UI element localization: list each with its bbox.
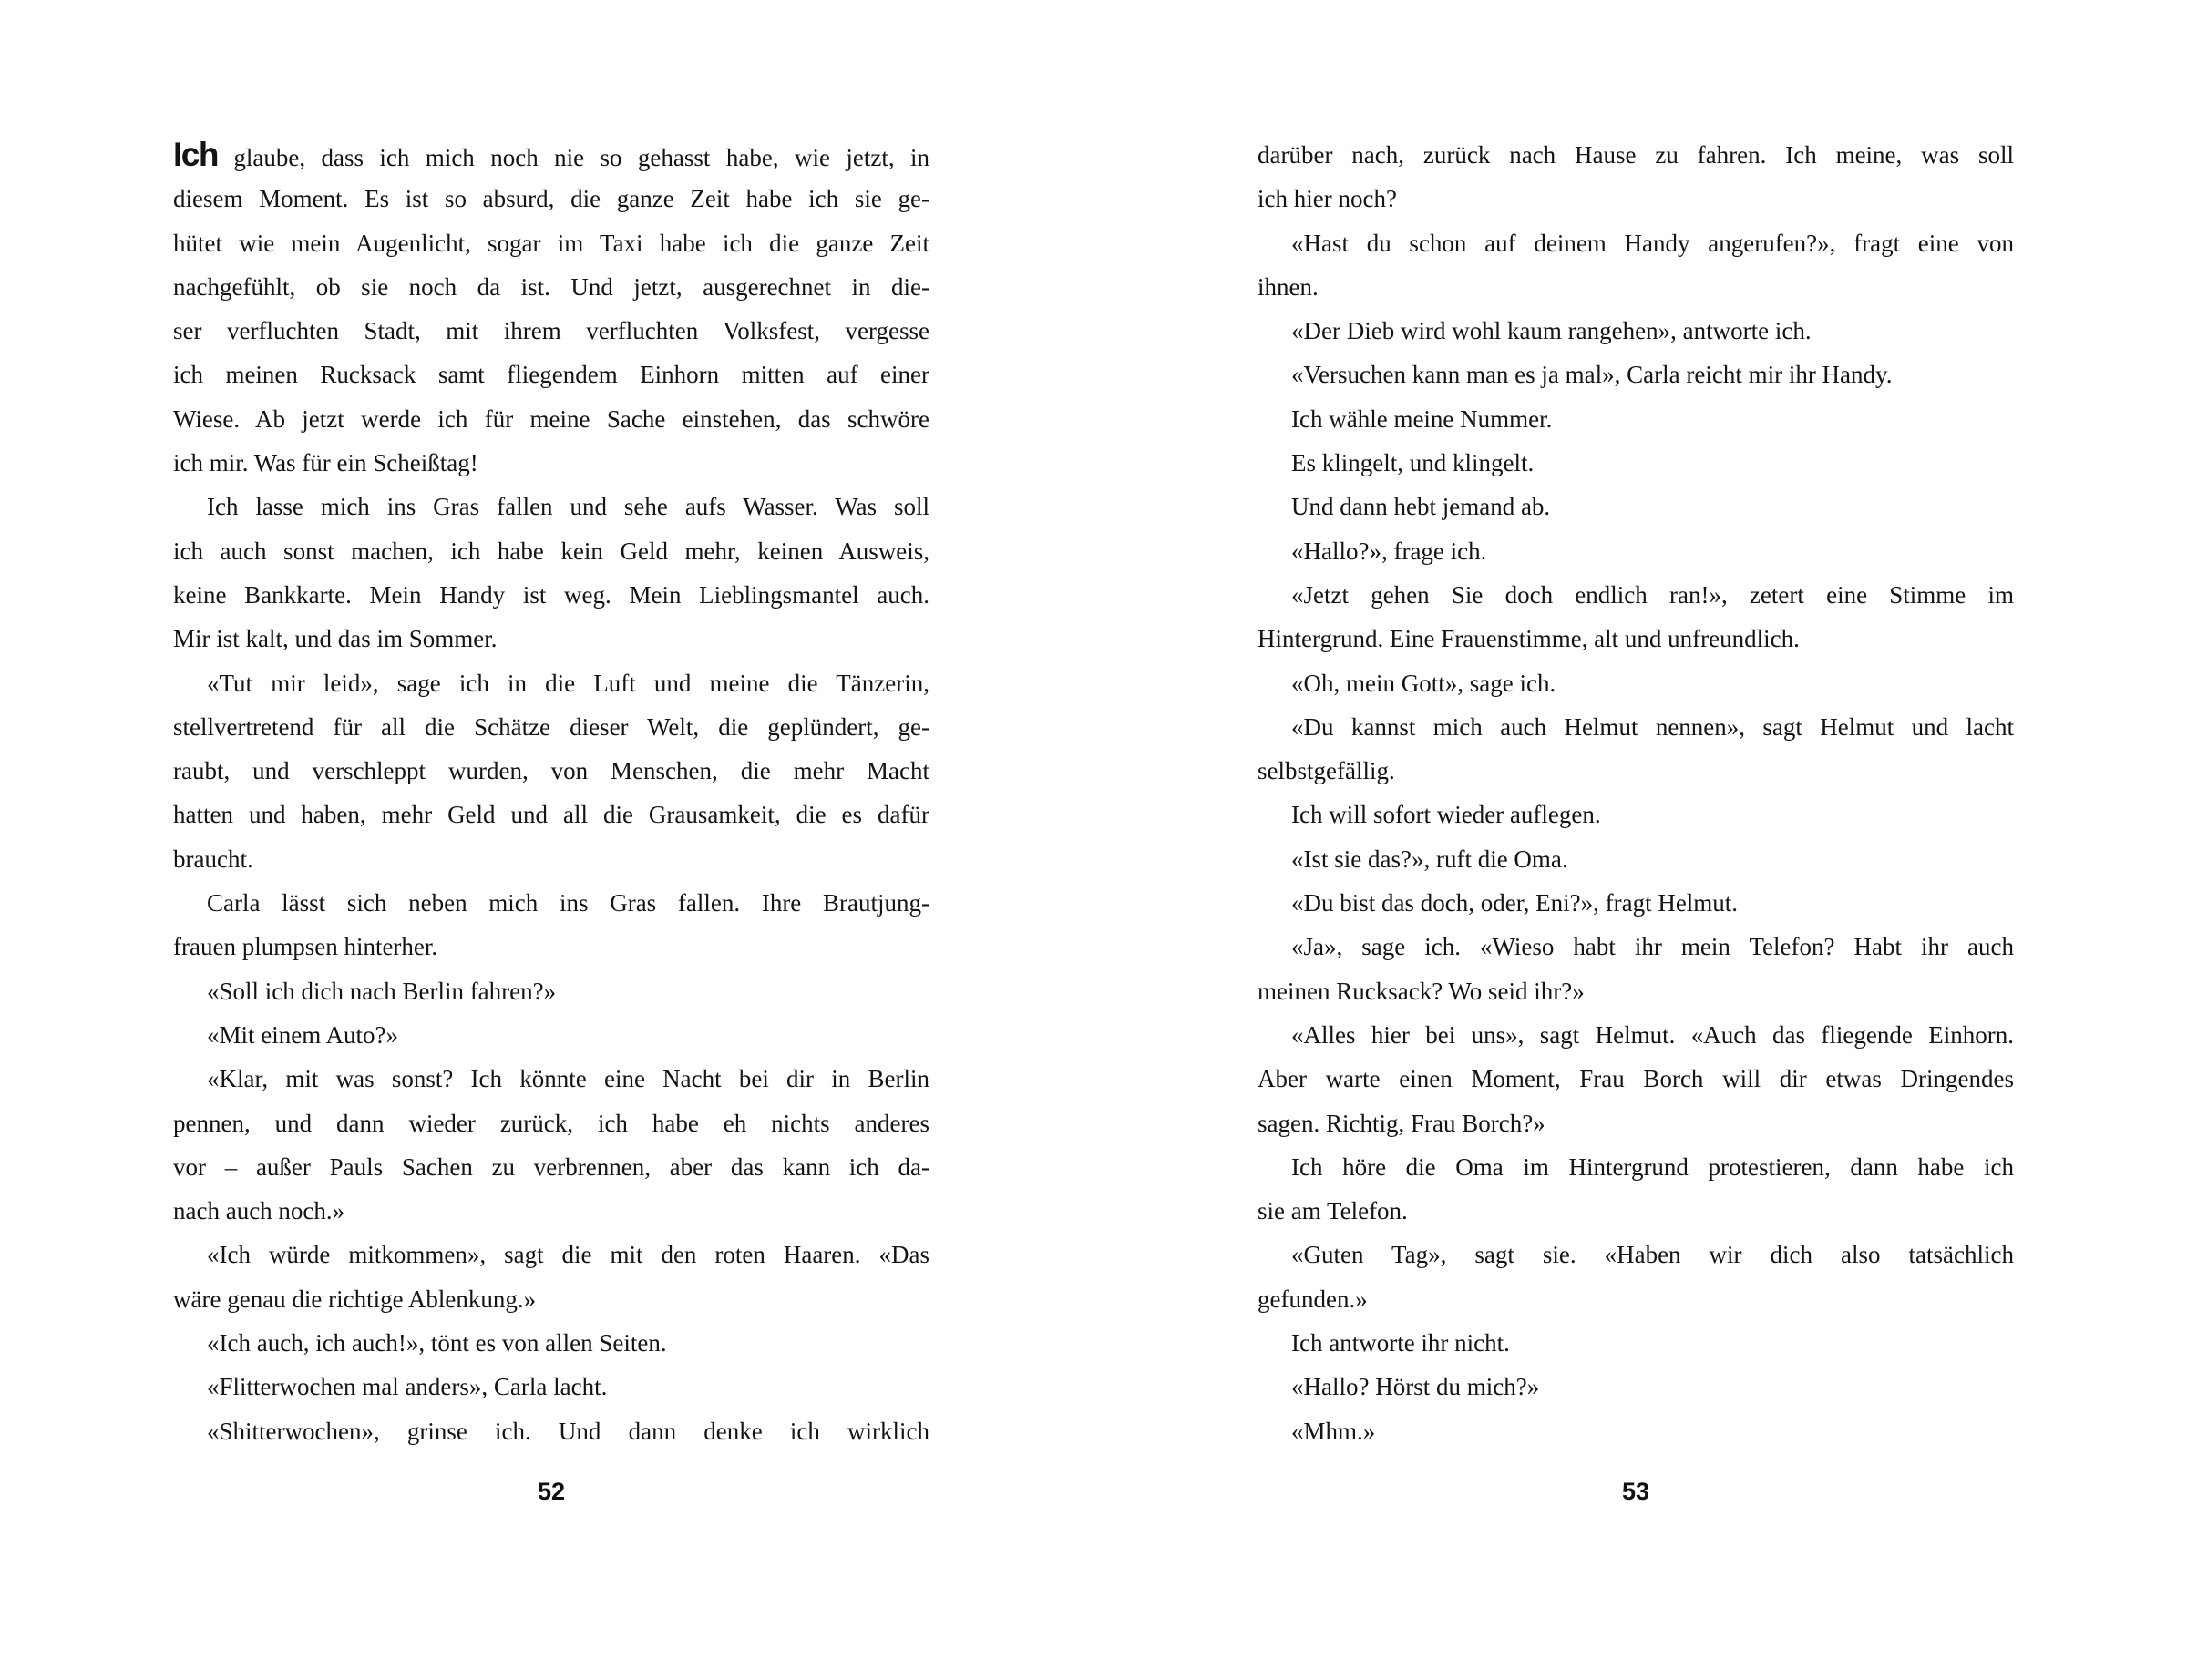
text-line: «Ich würde mitkommen», sagt die mit den roten Haaren. «Das: [207, 1241, 929, 1269]
page-number-right: 53: [1621, 1478, 1650, 1505]
text-line: Ich will sofort wieder auflegen.: [1291, 801, 1601, 829]
text-line: «Mhm.»: [1291, 1417, 1376, 1445]
text-line: ihnen.: [1258, 272, 1319, 301]
text-line: «Der Dieb wird wohl kaum rangehen», antworte ich.: [1291, 317, 1812, 345]
text-line: «Flitterwochen mal anders», Carla lacht.: [207, 1373, 608, 1401]
text-line: «Mit einem Auto?»: [207, 1020, 398, 1049]
text-line: «Jetzt gehen Sie doch endlich ran!», zetert eine Stimme im: [1291, 580, 2014, 609]
text-line: Aber warte einen Moment, Frau Borch will dir etwas Dringendes: [1258, 1065, 2014, 1093]
text-line: hatten und haben, mehr Geld und all die Grausamkeit, die es dafür: [173, 801, 929, 829]
text-line: Carla lässt sich neben mich ins Gras fallen. Ihre Brautjung-: [207, 889, 929, 917]
text-line: ich mir. Was für ein Scheißtag!: [173, 449, 478, 477]
text-line: sagen. Richtig, Frau Borch?»: [1258, 1109, 1545, 1137]
page-52-text-column: [173, 133, 929, 1453]
chapter-lead-word: Ich: [173, 136, 218, 173]
text-line: stellvertretend für all die Schätze dieser Welt, die geplündert, ge-: [173, 712, 929, 741]
text-line: ich meinen Rucksack samt fliegendem Einhorn mitten auf einer: [173, 361, 929, 389]
text-line: «Hallo? Hörst du mich?»: [1291, 1373, 1540, 1401]
text-line: «Du kannst mich auch Helmut nennen», sagt Helmut und lacht: [1291, 712, 2014, 741]
text-line: frauen plumpsen hinterher.: [173, 933, 438, 961]
text-line: ich auch sonst machen, ich habe kein Geld mehr, keinen Ausweis,: [173, 537, 929, 565]
text-line: Es klingelt, und klingelt.: [1291, 449, 1535, 477]
text-line: «Soll ich dich nach Berlin fahren?»: [207, 977, 557, 1005]
text-line: raubt, und verschleppt wurden, von Menschen, die mehr Macht: [173, 757, 929, 785]
text-line: «Hallo?», frage ich.: [1291, 537, 1487, 565]
page-53-text-column: [1258, 133, 2014, 1453]
text-line: sie am Telefon.: [1258, 1197, 1408, 1225]
text-line: «Ja», sage ich. «Wieso habt ihr mein Telefon? Habt ihr auch: [1291, 933, 2014, 961]
text-line: keine Bankkarte. Mein Handy ist weg. Mein Lieblingsmantel auch.: [173, 580, 929, 609]
text-line: Ich wähle meine Nummer.: [1291, 405, 1553, 433]
text-line: ich hier noch?: [1258, 185, 1397, 213]
text-line: «Tut mir leid», sage ich in die Luft und meine die Tänzerin,: [207, 669, 929, 697]
text-line: wäre genau die richtige Ablenkung.»: [173, 1285, 537, 1313]
text-line: vor – außer Pauls Sachen zu verbrennen, aber das kann ich da-: [173, 1152, 929, 1181]
text-line: diesem Moment. Es ist so absurd, die ganze Zeit habe ich sie ge-: [173, 185, 929, 213]
text-line: braucht.: [173, 845, 253, 873]
text-line: «Ist sie das?», ruft die Oma.: [1291, 845, 1568, 873]
text-line: «Ich auch, ich auch!», tönt es von allen Seiten.: [207, 1329, 667, 1357]
text-line: nach auch noch.»: [173, 1197, 345, 1225]
text-line: Ich höre die Oma im Hintergrund protestieren, dann habe ich: [1291, 1152, 2014, 1181]
text-line: «Du bist das doch, oder, Eni?», fragt Helmut.: [1291, 889, 1739, 917]
text-line: Wiese. Ab jetzt werde ich für meine Sache einstehen, das schwöre: [173, 405, 929, 433]
text-line: Mir ist kalt, und das im Sommer.: [173, 625, 498, 653]
text-line: Ich lasse mich ins Gras fallen und sehe aufs Wasser. Was soll: [207, 493, 929, 521]
text-line: Ich glaube, dass ich mich noch nie so gehasst habe, wie jetzt, in: [173, 136, 929, 173]
text-line: «Versuchen kann man es ja mal», Carla reicht mir ihr Handy.: [1291, 361, 1893, 389]
text-line: hütet wie mein Augenlicht, sogar im Taxi habe ich die ganze Zeit: [173, 229, 929, 257]
text-line: Und dann hebt jemand ab.: [1291, 493, 1551, 521]
text-line: pennen, und dann wieder zurück, ich habe eh nichts anderes: [173, 1109, 929, 1137]
text-line: nachgefühlt, ob sie noch da ist. Und jetzt, ausgerechnet in die-: [173, 272, 929, 301]
text-line: ser verfluchten Stadt, mit ihrem verfluchten Volksfest, vergesse: [173, 317, 929, 345]
page-number-left: 52: [537, 1478, 566, 1505]
text-line: meinen Rucksack? Wo seid ihr?»: [1258, 977, 1585, 1005]
text-line: gefunden.»: [1258, 1285, 1368, 1313]
text-line: Ich antworte ihr nicht.: [1291, 1329, 1510, 1357]
text-line: «Oh, mein Gott», sage ich.: [1291, 669, 1556, 697]
text-line: darüber nach, zurück nach Hause zu fahren. Ich meine, was soll: [1258, 141, 2014, 169]
text-line: selbstgefällig.: [1258, 757, 1395, 785]
text-line: Hintergrund. Eine Frauenstimme, alt und unfreundlich.: [1258, 625, 1800, 653]
text-line: «Hast du schon auf deinem Handy angerufen?», fragt eine von: [1291, 229, 2014, 257]
text-line: «Klar, mit was sonst? Ich könnte eine Nacht bei dir in Berlin: [207, 1065, 929, 1093]
text-line: «Alles hier bei uns», sagt Helmut. «Auch das fliegende Einhorn.: [1291, 1020, 2014, 1049]
text-line: «Shitterwochen», grinse ich. Und dann denke ich wirklich: [207, 1417, 929, 1445]
text-line: «Guten Tag», sagt sie. «Haben wir dich also tatsächlich: [1291, 1241, 2014, 1269]
